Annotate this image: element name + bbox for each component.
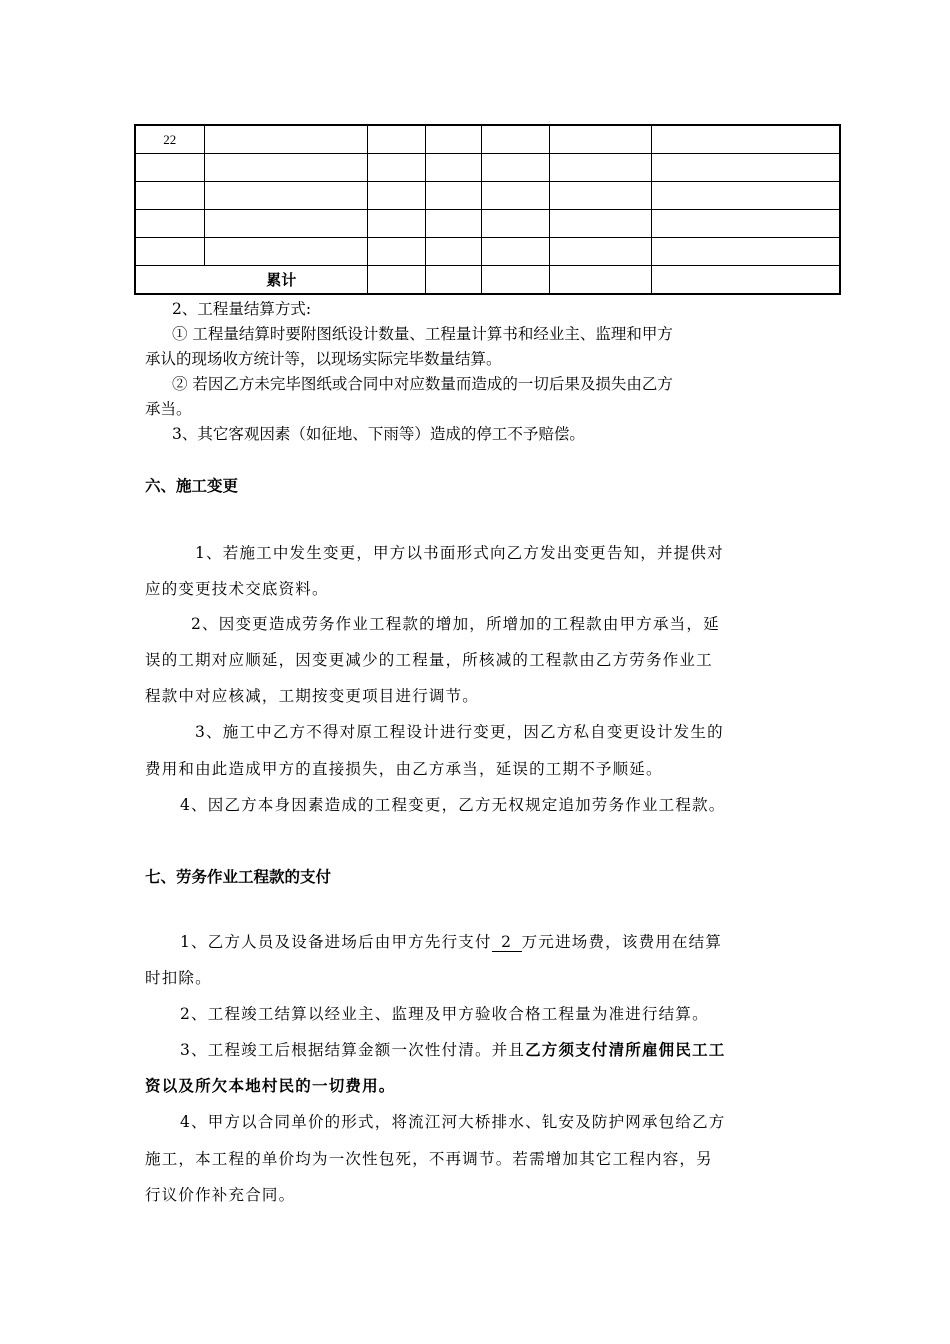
table-cell — [204, 125, 367, 154]
table-cell — [135, 182, 204, 210]
table-cell — [651, 182, 840, 210]
table-row — [135, 182, 840, 210]
table-cell — [549, 154, 651, 182]
table-cell — [481, 125, 549, 154]
settlement-item1-line2: 承认的现场收方统计等，以现场实际完毕数量结算。 — [145, 350, 502, 368]
table-cell — [651, 266, 840, 295]
section6-p2-line2: 误的工期对应顺延，因变更减少的工程量，所核减的工程款由乙方劳务作业工 — [145, 651, 713, 669]
table-cell — [549, 238, 651, 266]
section6-title: 六、施工变更 — [145, 476, 239, 495]
table-cell — [651, 210, 840, 238]
table-cell — [425, 238, 481, 266]
section6-p2-line3: 程款中对应核减，工期按变更项目进行调节。 — [145, 687, 480, 705]
table-cell — [135, 154, 204, 182]
table-row — [135, 154, 840, 182]
table-cell — [367, 125, 425, 154]
settlement-item2-line2: 承当。 — [145, 400, 192, 418]
table-cell — [135, 238, 204, 266]
section7-p3-line2: 资以及所欠本地村民的一切费用。 — [145, 1076, 396, 1095]
table-cell — [481, 182, 549, 210]
table-cell — [549, 266, 651, 295]
table-cell — [549, 125, 651, 154]
section7-p1-line2: 时扣除。 — [145, 969, 212, 987]
section6-p1-line2: 应的变更技术交底资料。 — [145, 580, 329, 598]
section7-p3-text-a: 3、工程竣工后根据结算金额一次性付清。并且 — [180, 1041, 526, 1059]
table-cell — [367, 266, 425, 295]
table-cell — [367, 182, 425, 210]
table-cell — [481, 266, 549, 295]
section6-p1-line1: 1、若施工中发生变更，甲方以书面形式向乙方发出变更告知，并提供对 — [195, 544, 724, 562]
table-cell — [204, 182, 367, 210]
table-row — [135, 125, 840, 154]
table-cell — [549, 210, 651, 238]
table-row — [135, 210, 840, 238]
table-cell — [204, 210, 367, 238]
table-cell — [425, 125, 481, 154]
section6-p3-line2: 费用和由此造成甲方的直接损失，由乙方承当，延误的工期不予顺延。 — [145, 760, 663, 778]
table-row — [135, 238, 840, 266]
section7-p4-line1: 4、甲方以合同单价的形式，将流江河大桥排水、钆安及防护网承包给乙方 — [180, 1113, 726, 1131]
table-cell — [367, 154, 425, 182]
section7-p4-line2: 施工，本工程的单价均为一次性包死，不再调节。若需增加其它工程内容，另 — [145, 1150, 713, 1168]
table-cell — [651, 238, 840, 266]
table-cell — [204, 154, 367, 182]
table-cell — [481, 238, 549, 266]
table-total-row — [135, 266, 840, 295]
settlement-item3: 3、其它客观因素（如征地、下雨等）造成的停工不予赔偿。 — [172, 425, 585, 443]
entry-fee-amount: 2 — [492, 933, 522, 952]
quantity-table — [134, 124, 841, 295]
table-cell — [367, 238, 425, 266]
table-cell — [425, 210, 481, 238]
section7-p1-line1 — [180, 932, 722, 952]
section7-title: 七、劳务作业工程款的支付 — [145, 867, 332, 886]
table-cell — [481, 210, 549, 238]
section7-p1-text-b: 万元进场费，该费用在结算 — [521, 933, 723, 951]
section7-p3-bold-text: 乙方须支付清所雇佣民工工 — [525, 1040, 726, 1059]
table-cell — [425, 266, 481, 295]
settlement-item2-line1: ② 若因乙方未完毕图纸或合同中对应数量而造成的一切后果及损失由乙方 — [172, 375, 673, 393]
table-cell — [651, 154, 840, 182]
table-cell — [549, 182, 651, 210]
table-cell — [481, 154, 549, 182]
table-cell — [135, 210, 204, 238]
section7-p3-line1 — [180, 1040, 725, 1060]
settlement-heading: 2、工程量结算方式: — [172, 300, 312, 318]
table-cell — [425, 154, 481, 182]
table-cell — [367, 210, 425, 238]
settlement-item1-line1: ① 工程量结算时要附图纸设计数量、工程量计算书和经业主、监理和甲方 — [172, 325, 673, 343]
table-cell — [425, 182, 481, 210]
section7-p4-line3: 行议价作补充合同。 — [145, 1186, 296, 1204]
section7-p1-text-a: 1、乙方人员及设备进场后由甲方先行支付 — [180, 933, 492, 951]
row-number-cell: 22 — [135, 125, 204, 154]
total-label-cell: 累计 — [135, 266, 367, 295]
section7-p2: 2、工程竣工结算以经业主、监理及甲方验收合格工程量为准进行结算。 — [180, 1005, 709, 1023]
table-cell — [204, 238, 367, 266]
section6-p2-line1: 2、因变更造成劳务作业工程款的增加，所增加的工程款由甲方承当，延 — [191, 615, 720, 633]
section6-p4: 4、因乙方本身因素造成的工程变更，乙方无权规定追加劳务作业工程款。 — [180, 796, 726, 814]
table-cell — [651, 125, 840, 154]
section6-p3-line1: 3、施工中乙方不得对原工程设计进行变更，因乙方私自变更设计发生的 — [195, 723, 724, 741]
